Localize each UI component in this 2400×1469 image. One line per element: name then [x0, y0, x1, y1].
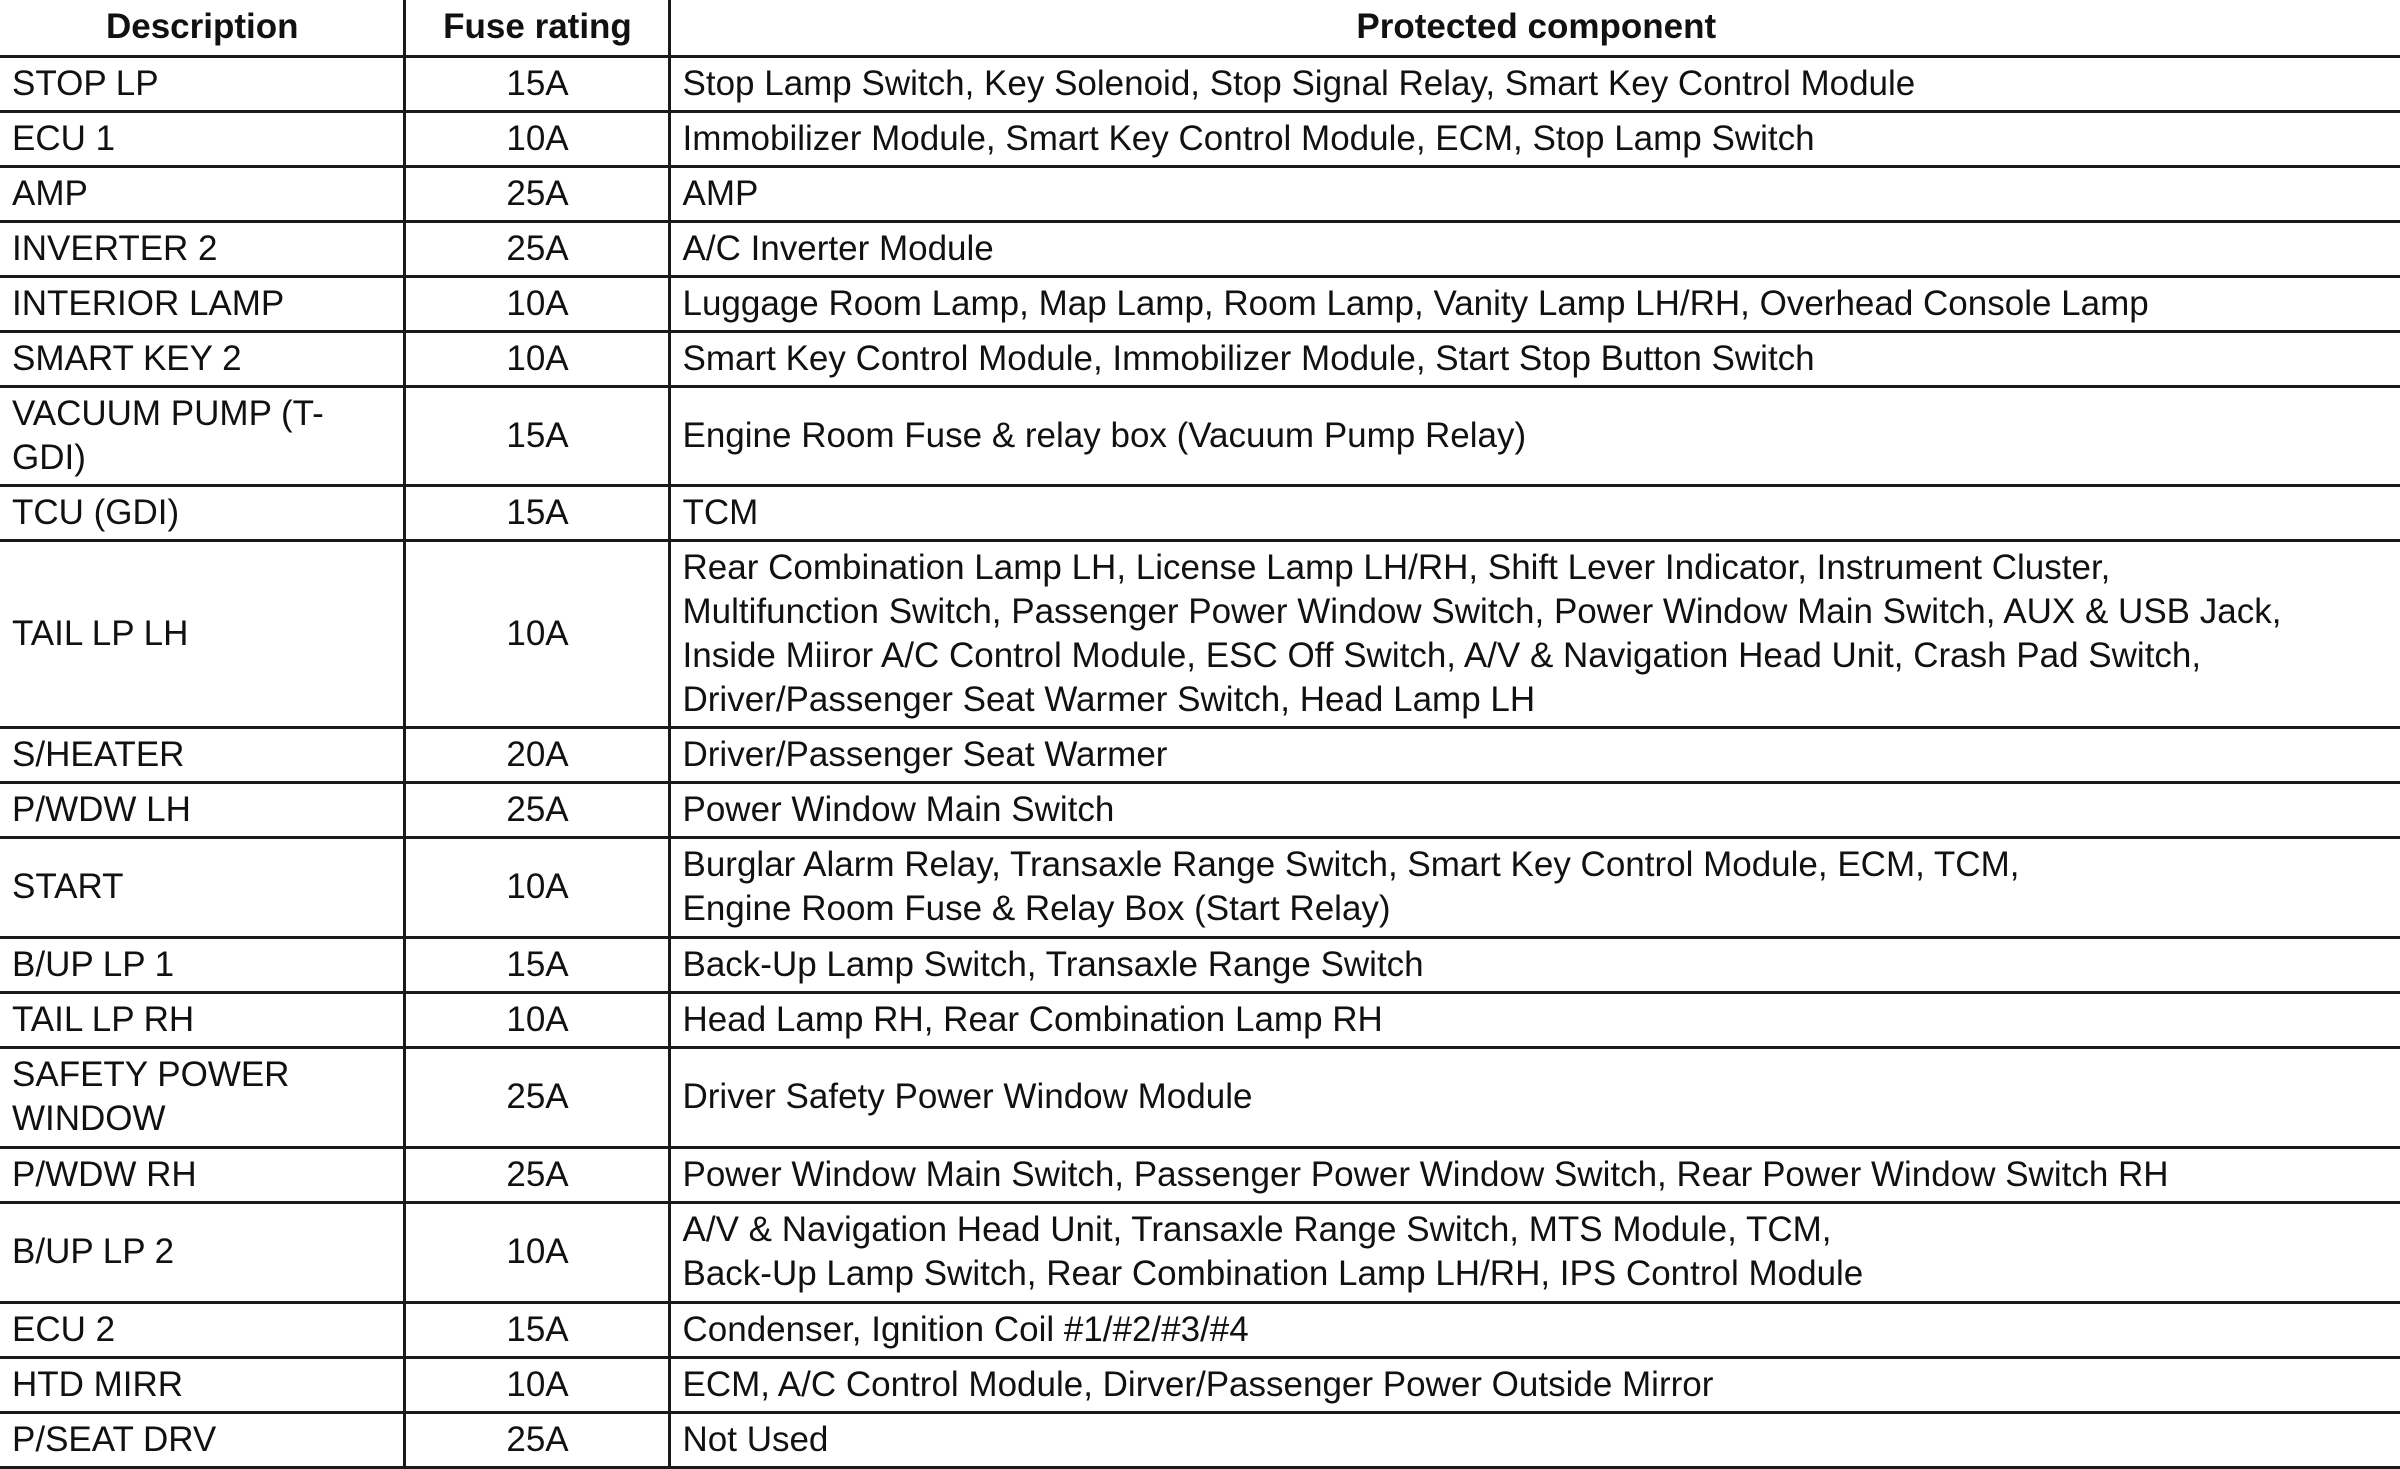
- fuse-rating-cell: 10A: [404, 1202, 669, 1302]
- table-row: [0, 386, 2400, 485]
- description-cell: S/HEATER: [0, 727, 404, 782]
- fuse-rating-cell: 10A: [404, 111, 669, 166]
- fuse-rating-cell: 15A: [404, 386, 669, 485]
- protected-component-cell: Burglar Alarm Relay, Transaxle Range Switch, Smart Key Control Module, ECM, TCM, Engine Room Fuse & Relay Box (Start Relay): [669, 837, 2400, 937]
- description-cell: TAIL LP RH: [0, 992, 404, 1047]
- protected-component-cell: Condenser, Ignition Coil #1/#2/#3/#4: [669, 1302, 2400, 1357]
- fuse-rating-cell: 10A: [404, 992, 669, 1047]
- fuse-rating-cell: 15A: [404, 937, 669, 992]
- table-row: [0, 56, 2400, 111]
- fuse-rating-cell: 25A: [404, 1047, 669, 1147]
- table-row: [0, 1202, 2400, 1302]
- fuse-rating-cell: 10A: [404, 837, 669, 937]
- fuse-rating-cell: 10A: [404, 276, 669, 331]
- protected-component-cell: Power Window Main Switch, Passenger Power Window Switch, Rear Power Window Switch RH: [669, 1147, 2400, 1202]
- table-row: [0, 937, 2400, 992]
- protected-component-cell: Power Window Main Switch: [669, 782, 2400, 837]
- fuse-table-header: [0, 0, 2400, 56]
- protected-component-cell: Engine Room Fuse & relay box (Vacuum Pump Relay): [669, 386, 2400, 485]
- description-cell: INTERIOR LAMP: [0, 276, 404, 331]
- description-cell: INVERTER 2: [0, 221, 404, 276]
- table-row: [0, 540, 2400, 727]
- header-description: Description: [0, 0, 404, 56]
- description-cell: P/WDW RH: [0, 1147, 404, 1202]
- protected-component-cell: A/C Inverter Module: [669, 221, 2400, 276]
- protected-component-cell: Not Used: [669, 1412, 2400, 1467]
- protected-component-cell: ECM, A/C Control Module, Dirver/Passenger Power Outside Mirror: [669, 1357, 2400, 1412]
- protected-component-cell: Immobilizer Module, Smart Key Control Module, ECM, Stop Lamp Switch: [669, 111, 2400, 166]
- table-row: [0, 837, 2400, 937]
- description-cell: B/UP LP 1: [0, 937, 404, 992]
- description-cell: ECU 1: [0, 111, 404, 166]
- protected-component-cell: Stop Lamp Switch, Key Solenoid, Stop Signal Relay, Smart Key Control Module: [669, 56, 2400, 111]
- table-row: [0, 166, 2400, 221]
- description-cell: TAIL LP LH: [0, 540, 404, 727]
- protected-component-cell: AMP: [669, 166, 2400, 221]
- header-fuse-rating: Fuse rating: [404, 0, 669, 56]
- description-cell: P/WDW LH: [0, 782, 404, 837]
- description-cell: VACUUM PUMP (T-GDI): [0, 386, 404, 485]
- table-row: [0, 1412, 2400, 1467]
- description-cell: TCU (GDI): [0, 485, 404, 540]
- description-cell: HTD MIRR: [0, 1357, 404, 1412]
- header-row: [0, 0, 2400, 56]
- description-cell: ECU 2: [0, 1302, 404, 1357]
- table-row: [0, 727, 2400, 782]
- fuse-rating-cell: 15A: [404, 56, 669, 111]
- description-cell: B/UP LP 2: [0, 1202, 404, 1302]
- protected-component-cell: A/V & Navigation Head Unit, Transaxle Range Switch, MTS Module, TCM, Back-Up Lamp Switch, Rear Combination Lamp LH/RH, IPS Control Module: [669, 1202, 2400, 1302]
- description-cell: START: [0, 837, 404, 937]
- header-protected-component: Protected component: [669, 0, 2400, 56]
- protected-component-cell: Rear Combination Lamp LH, License Lamp LH/RH, Shift Lever Indicator, Instrument Cluster, Multifunction Switch, Passenger Power Window Switch, Power Window Main Switch, AUX & USB Jack, Inside Miiror A/C Control Module, ESC Off Switch, A/V & Navigation Head Unit, Crash Pad Switch, Driver/Passenger Seat Warmer Switch, Head Lamp LH: [669, 540, 2400, 727]
- protected-component-cell: Head Lamp RH, Rear Combination Lamp RH: [669, 992, 2400, 1047]
- table-row: [0, 1047, 2400, 1147]
- description-cell: STOP LP: [0, 56, 404, 111]
- table-row: [0, 1357, 2400, 1412]
- fuse-rating-cell: 10A: [404, 540, 669, 727]
- description-cell: AMP: [0, 166, 404, 221]
- fuse-rating-cell: 25A: [404, 1412, 669, 1467]
- protected-component-cell: Driver Safety Power Window Module: [669, 1047, 2400, 1147]
- fuse-rating-cell: 20A: [404, 727, 669, 782]
- protected-component-cell: TCM: [669, 485, 2400, 540]
- protected-component-cell: Smart Key Control Module, Immobilizer Module, Start Stop Button Switch: [669, 331, 2400, 386]
- description-cell: SAFETY POWER WINDOW: [0, 1047, 404, 1147]
- fuse-rating-cell: 25A: [404, 221, 669, 276]
- description-cell: P/SEAT DRV: [0, 1412, 404, 1467]
- fuse-rating-cell: 10A: [404, 1357, 669, 1412]
- fuse-rating-cell: 25A: [404, 782, 669, 837]
- protected-component-cell: Driver/Passenger Seat Warmer: [669, 727, 2400, 782]
- table-row: [0, 1147, 2400, 1202]
- table-row: [0, 111, 2400, 166]
- protected-component-cell: Luggage Room Lamp, Map Lamp, Room Lamp, Vanity Lamp LH/RH, Overhead Console Lamp: [669, 276, 2400, 331]
- table-row: [0, 276, 2400, 331]
- description-cell: SMART KEY 2: [0, 331, 404, 386]
- table-row: [0, 1302, 2400, 1357]
- fuse-rating-cell: 25A: [404, 1147, 669, 1202]
- table-row: [0, 485, 2400, 540]
- fuse-table-body: [0, 56, 2400, 1467]
- table-row: [0, 992, 2400, 1047]
- fuse-rating-cell: 15A: [404, 1302, 669, 1357]
- table-row: [0, 331, 2400, 386]
- protected-component-cell: Back-Up Lamp Switch, Transaxle Range Switch: [669, 937, 2400, 992]
- fuse-rating-cell: 10A: [404, 331, 669, 386]
- table-row: [0, 221, 2400, 276]
- fuse-rating-cell: 25A: [404, 166, 669, 221]
- fuse-rating-cell: 15A: [404, 485, 669, 540]
- table-row: [0, 782, 2400, 837]
